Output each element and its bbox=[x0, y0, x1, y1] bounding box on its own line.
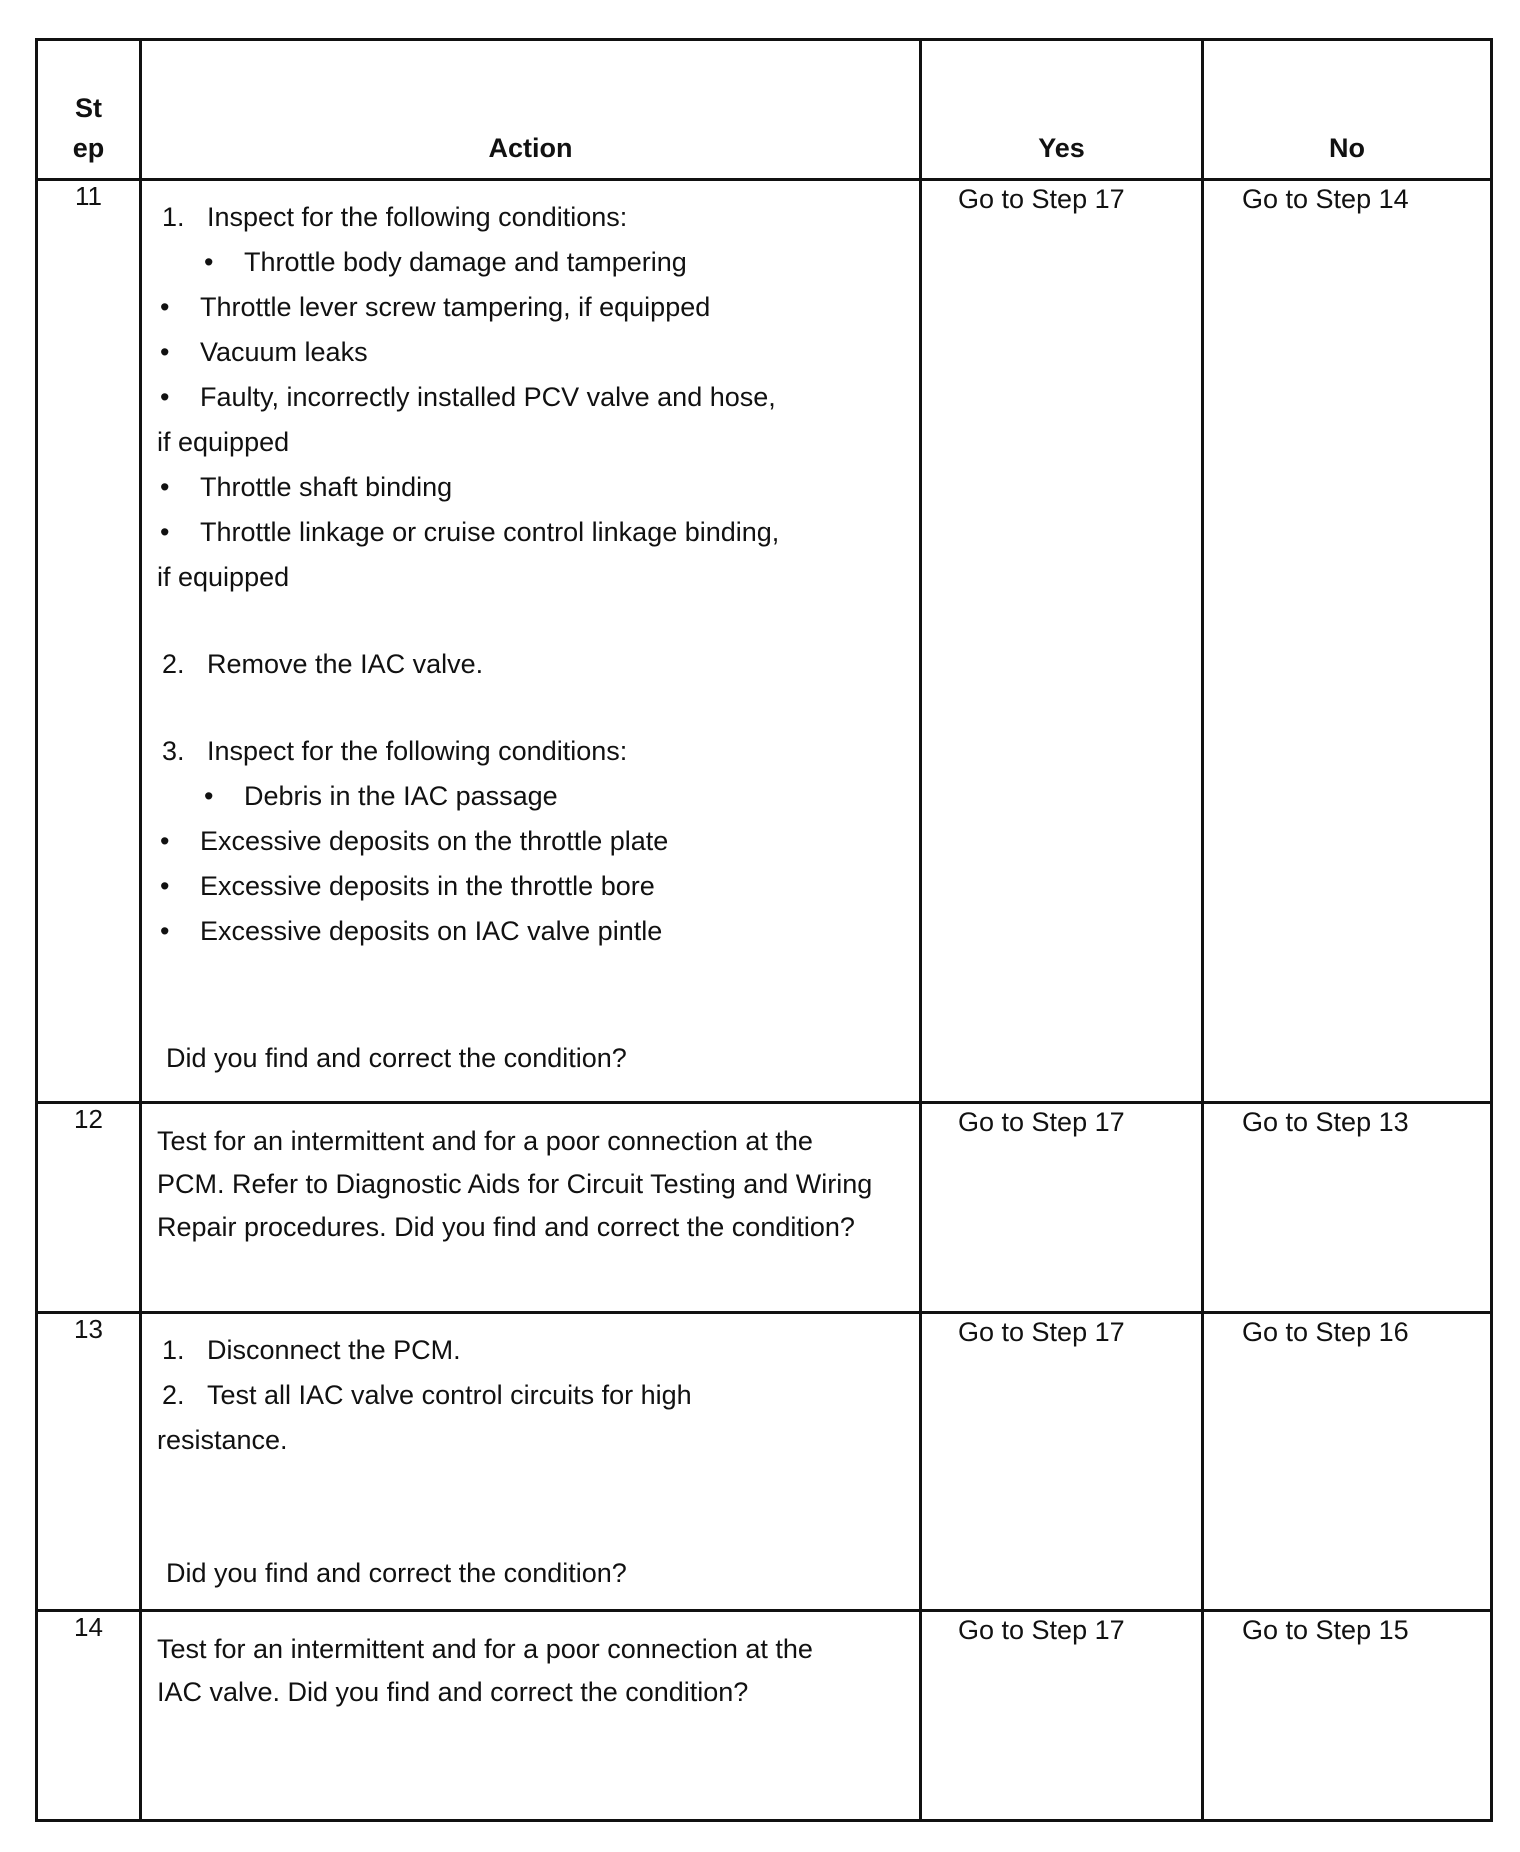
bullet-icon: • bbox=[160, 826, 170, 856]
header-row bbox=[37, 40, 1492, 180]
action-cell bbox=[141, 180, 921, 1103]
yes-cell bbox=[921, 1103, 1203, 1313]
no-cell bbox=[1203, 1611, 1492, 1821]
action-line: • Throttle shaft binding bbox=[142, 465, 919, 510]
action-line: • Debris in the IAC passage bbox=[142, 774, 919, 819]
no-cell bbox=[1203, 1313, 1492, 1611]
action-line: resistance. bbox=[157, 1425, 288, 1455]
table-row bbox=[37, 1611, 1492, 1821]
action-cell bbox=[141, 1103, 921, 1313]
action-line: if equipped bbox=[157, 562, 290, 592]
yes-cell bbox=[921, 180, 1203, 1103]
bullet-icon: • bbox=[204, 247, 214, 277]
action-line: • Excessive deposits on IAC valve pintle bbox=[142, 909, 919, 954]
no-result: Go to Step 15 bbox=[1242, 1615, 1409, 1645]
action-line: Test for an intermittent and for a poor connection at the bbox=[157, 1634, 813, 1664]
action-cell bbox=[141, 1611, 921, 1821]
yes-result: Go to Step 17 bbox=[958, 1317, 1125, 1347]
action-question: Did you find and correct the condition? bbox=[166, 1043, 627, 1073]
action-line: 3. Inspect for the following conditions: bbox=[162, 736, 628, 766]
action-line: • Throttle linkage or cruise control linkage binding, bbox=[142, 510, 919, 555]
step-number: 13 bbox=[37, 1313, 141, 1611]
step-number: 11 bbox=[37, 180, 141, 1103]
bullet-icon: • bbox=[160, 871, 170, 901]
bullet-icon: • bbox=[160, 292, 170, 322]
table-row bbox=[37, 180, 1492, 1103]
action-line: 2. Test all IAC valve control circuits for high bbox=[162, 1380, 692, 1410]
no-cell bbox=[1203, 180, 1492, 1103]
table-row bbox=[37, 1313, 1492, 1611]
header-step-line-1: St bbox=[75, 93, 102, 123]
header-action: Action bbox=[141, 40, 921, 180]
action-line: • Vacuum leaks bbox=[142, 330, 919, 375]
header-yes: Yes bbox=[921, 40, 1203, 180]
yes-cell bbox=[921, 1611, 1203, 1821]
yes-result: Go to Step 17 bbox=[958, 184, 1125, 214]
bullet-icon: • bbox=[160, 517, 170, 547]
bullet-icon: • bbox=[160, 472, 170, 502]
no-result: Go to Step 13 bbox=[1242, 1107, 1409, 1137]
action-line: 1. Disconnect the PCM. bbox=[162, 1335, 461, 1365]
action-question: Did you find and correct the condition? bbox=[166, 1558, 627, 1588]
yes-result: Go to Step 17 bbox=[958, 1615, 1125, 1645]
action-line: if equipped bbox=[157, 427, 290, 457]
header-step-line-2: ep bbox=[72, 133, 105, 163]
action-line: • Excessive deposits on the throttle plate bbox=[142, 819, 919, 864]
action-line: 2. Remove the IAC valve. bbox=[162, 649, 484, 679]
action-line: Repair procedures. Did you find and correct the condition? bbox=[157, 1212, 855, 1242]
table-row bbox=[37, 1103, 1492, 1313]
no-result: Go to Step 14 bbox=[1242, 184, 1409, 214]
no-result: Go to Step 16 bbox=[1242, 1317, 1409, 1347]
action-line: • Throttle lever screw tampering, if equipped bbox=[142, 285, 919, 330]
step-number: 14 bbox=[37, 1611, 141, 1821]
action-line: Test for an intermittent and for a poor connection at the bbox=[157, 1126, 813, 1156]
yes-cell bbox=[921, 1313, 1203, 1611]
action-cell bbox=[141, 1313, 921, 1611]
header-step bbox=[37, 40, 141, 180]
header-no: No bbox=[1203, 40, 1492, 180]
bullet-icon: • bbox=[160, 382, 170, 412]
diagnostic-table bbox=[35, 38, 1493, 1822]
no-cell bbox=[1203, 1103, 1492, 1313]
action-line: • Excessive deposits in the throttle bore bbox=[142, 864, 919, 909]
action-line: 1. Inspect for the following conditions: bbox=[162, 202, 628, 232]
action-line: PCM. Refer to Diagnostic Aids for Circuit Testing and Wiring bbox=[157, 1169, 873, 1199]
action-line: • Faulty, incorrectly installed PCV valve and hose, bbox=[142, 375, 919, 420]
step-number: 12 bbox=[37, 1103, 141, 1313]
bullet-icon: • bbox=[204, 781, 214, 811]
yes-result: Go to Step 17 bbox=[958, 1107, 1125, 1137]
bullet-icon: • bbox=[160, 916, 170, 946]
action-line: • Throttle body damage and tampering bbox=[142, 240, 919, 285]
bullet-icon: • bbox=[160, 337, 170, 367]
action-line: IAC valve. Did you find and correct the condition? bbox=[157, 1677, 749, 1707]
